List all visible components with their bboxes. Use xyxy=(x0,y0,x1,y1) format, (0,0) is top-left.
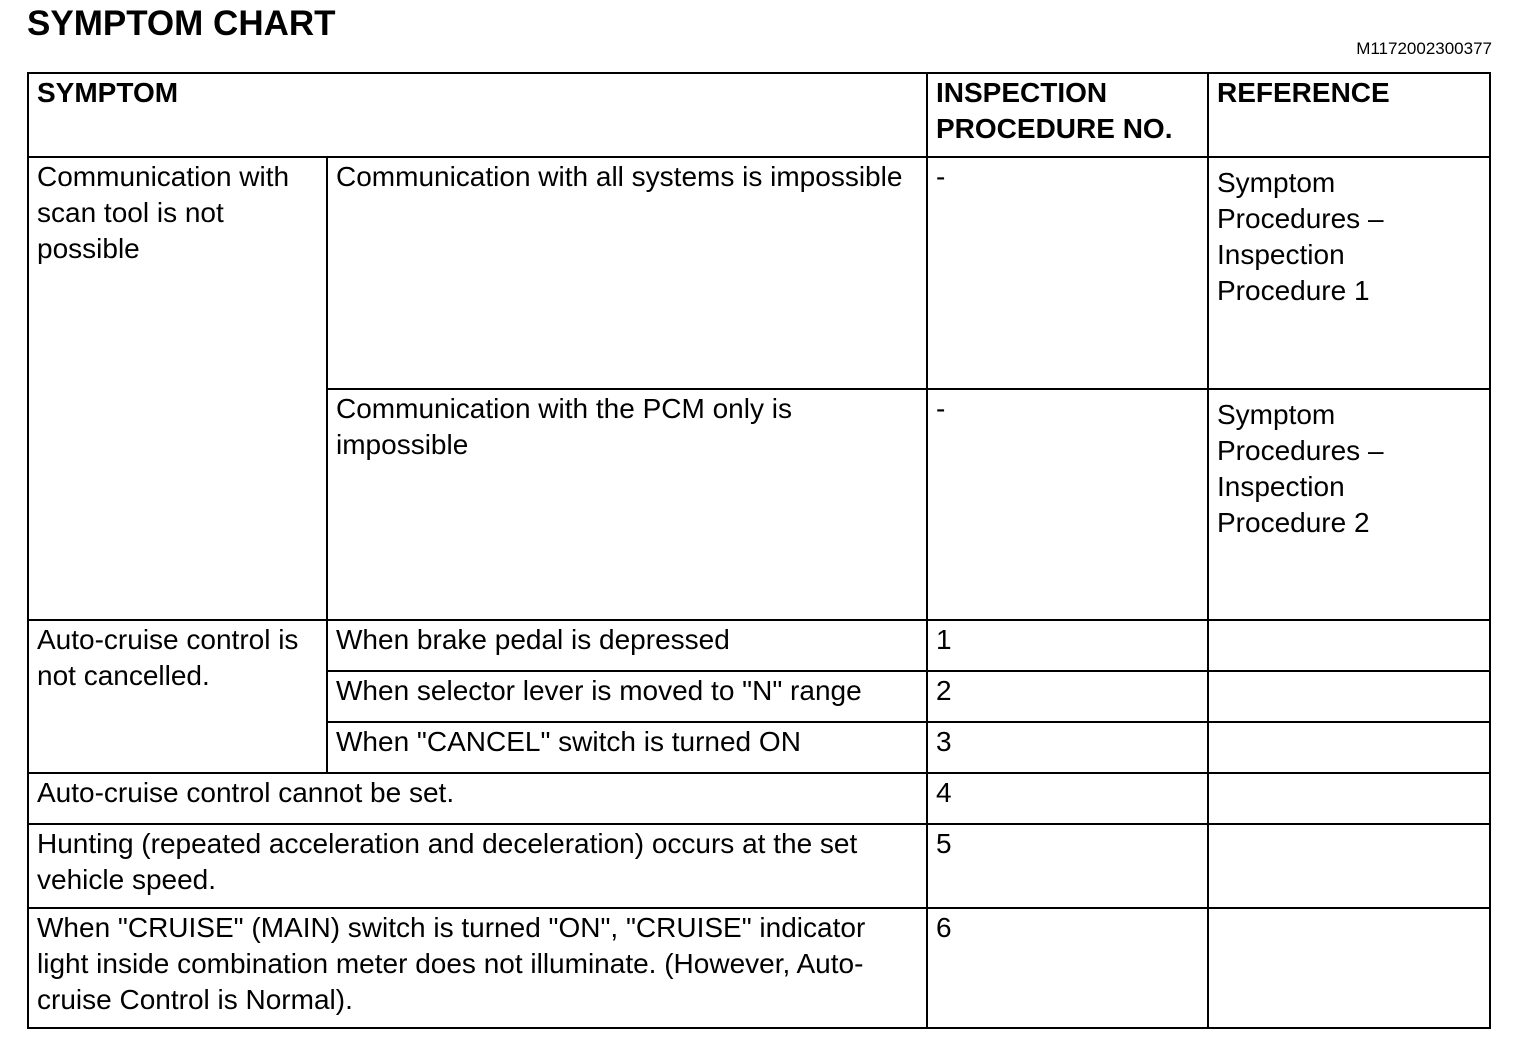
symptom-group-not-cancelled: Auto-cruise control is not cancelled. xyxy=(28,620,327,773)
symptom-chart-table xyxy=(27,72,1491,1029)
symptom-cell: Hunting (repeated acceleration and deceleration) occurs at the set vehicle speed. xyxy=(28,824,927,908)
header-reference-label: REFERENCE xyxy=(1217,77,1390,108)
procedure-no-cell: 5 xyxy=(927,824,1208,908)
condition-cell: When brake pedal is depressed xyxy=(327,620,927,671)
reference-cell xyxy=(1208,671,1490,722)
reference-text: Symptom Procedures – Inspection Procedure 1 xyxy=(1217,167,1384,306)
condition-cell: Communication with the PCM only is impossible xyxy=(327,389,927,620)
procedure-no-cell: 1 xyxy=(927,620,1208,671)
header-inspection-line1: INSPECTION xyxy=(936,77,1108,108)
header-inspection-procedure xyxy=(927,73,1208,157)
procedure-no-cell: 6 xyxy=(927,908,1208,1028)
procedure-no-cell: - xyxy=(927,389,1208,620)
condition-cell: When "CANCEL" switch is turned ON xyxy=(327,722,927,773)
condition-cell: When selector lever is moved to "N" range xyxy=(327,671,927,722)
header-reference xyxy=(1208,73,1490,157)
symptom-group-communication: Communication with scan tool is not possible xyxy=(28,157,327,620)
header-symptom xyxy=(28,73,927,157)
reference-cell xyxy=(1208,773,1490,824)
reference-cell xyxy=(1208,824,1490,908)
table-row xyxy=(28,157,1490,389)
table-row xyxy=(28,908,1490,1028)
procedure-no-cell: 2 xyxy=(927,671,1208,722)
header-inspection-line2: PROCEDURE NO. xyxy=(936,113,1173,144)
procedure-no-cell: 3 xyxy=(927,722,1208,773)
table-row xyxy=(28,773,1490,824)
document-id: M1172002300377 xyxy=(1356,39,1492,58)
symptom-cell: Auto-cruise control cannot be set. xyxy=(28,773,927,824)
reference-text: Symptom Procedures – Inspection Procedure 2 xyxy=(1217,399,1384,538)
reference-cell xyxy=(1208,620,1490,671)
condition-cell: Communication with all systems is impossible xyxy=(327,157,927,389)
procedure-no-cell: - xyxy=(927,157,1208,389)
symptom-cell: When "CRUISE" (MAIN) switch is turned "ON", "CRUISE" indicator light inside combination meter does not illuminate. (However, Auto-cruise Control is Normal). xyxy=(28,908,927,1028)
reference-cell xyxy=(1208,389,1490,620)
procedure-no-cell: 4 xyxy=(927,773,1208,824)
reference-cell xyxy=(1208,722,1490,773)
reference-cell xyxy=(1208,908,1490,1028)
table-row xyxy=(28,620,1490,671)
header-row xyxy=(28,73,1490,157)
reference-cell xyxy=(1208,157,1490,389)
header-symptom-label: SYMPTOM xyxy=(37,77,179,108)
page-title: SYMPTOM CHART xyxy=(27,4,336,43)
table-row xyxy=(28,824,1490,908)
